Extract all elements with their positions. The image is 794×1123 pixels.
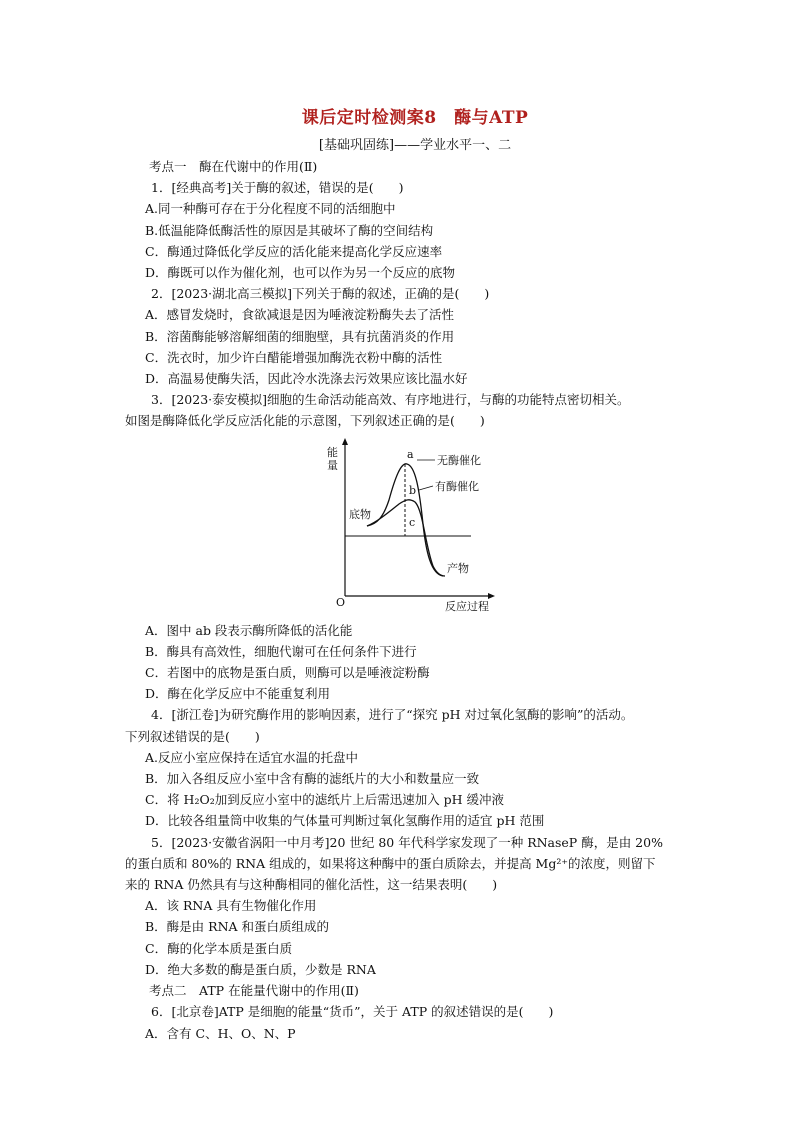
point-b-label: b — [409, 483, 417, 497]
option: B.低温能降低酶活性的原因是其破坏了酶的空间结构 — [145, 222, 434, 238]
y-axis-label-1: 能 — [327, 445, 338, 459]
question-stem: 6．[北京卷]ATP 是细胞的能量“货币”，关于 ATP 的叙述错误的是( ) — [151, 1004, 554, 1020]
y-axis-label-2: 量 — [327, 458, 338, 472]
curve-enzyme — [367, 499, 445, 575]
option: A．该 RNA 具有生物催化作用 — [145, 898, 317, 914]
energy-diagram-svg — [305, 434, 505, 616]
option: C．酶通过降低化学反应的活化能来提高化学反应速率 — [145, 243, 443, 259]
point-c-label: c — [409, 515, 416, 529]
option: B．加入各组反应小室中含有酶的滤纸片的大小和数量应一致 — [145, 771, 480, 787]
question-stem-cont: 如图是酶降低化学反应活化能的示意图，下列叙述正确的是( ) — [125, 413, 485, 429]
origin-label: O — [336, 595, 346, 609]
option: A．感冒发烧时，食欲减退是因为唾液淀粉酶失去了活性 — [145, 307, 455, 323]
x-axis-arrow — [488, 593, 495, 599]
option: A．含有 C、H、O、N、P — [145, 1025, 296, 1041]
y-axis-arrow — [342, 438, 348, 445]
option: B．溶菌酶能够溶解细菌的细胞壁，具有抗菌消炎的作用 — [145, 328, 455, 344]
x-axis-label: 反应过程 — [445, 599, 489, 613]
question-stem-cont: 来的 RNA 仍然具有与这种酶相同的催化活性，这一结果表明( ) — [125, 877, 498, 893]
option: C．若图中的底物是蛋白质，则酶可以是唾液淀粉酶 — [145, 665, 430, 681]
substrate-label: 底物 — [349, 507, 371, 521]
option: D．高温易使酶失活，因此冷水洗涤去污效果应该比温水好 — [145, 371, 468, 387]
question-stem: 1．[经典高考]关于酶的叙述，错误的是( ) — [151, 180, 404, 196]
question-stem: 3．[2023·泰安模拟]细胞的生命活动能高效、有序地进行，与酶的功能特点密切相关。 — [151, 392, 630, 408]
option: B．酶具有高效性，细胞代谢可在任何条件下进行 — [145, 643, 417, 659]
option: D．酶既可以作为催化剂，也可以作为另一个反应的底物 — [145, 265, 456, 281]
question-stem-cont: 下列叙述错误的是( ) — [125, 728, 260, 744]
section-heading: 考点二 ATP 在能量代谢中的作用(Ⅱ) — [149, 983, 359, 999]
product-label: 产物 — [447, 561, 469, 575]
question-stem: 5．[2023·安徽省涡阳一中月考]20 世纪 80 年代科学家发现了一种 RNaseP 酶，是由 20% — [151, 834, 663, 850]
option: C．洗衣时，加少许白醋能增强加酶洗衣粉中酶的活性 — [145, 349, 443, 365]
option: B．酶是由 RNA 和蛋白质组成的 — [145, 919, 330, 935]
option: D．绝大多数的酶是蛋白质，少数是 RNA — [145, 961, 376, 977]
option: A.同一种酶可存在于分化程度不同的活细胞中 — [145, 201, 396, 217]
curve-enzyme-label: 有酶催化 — [435, 479, 479, 493]
section-heading: 考点一 酶在代谢中的作用(Ⅱ) — [149, 159, 318, 174]
option: D．比较各组量筒中收集的气体量可判断过氧化氢酶作用的适宜 pH 范围 — [145, 813, 545, 829]
option: C．将 H₂O₂加到反应小室中的滤纸片上后需迅速加入 pH 缓冲液 — [145, 792, 505, 808]
option: A.反应小室应保持在适宜水温的托盘中 — [145, 749, 359, 765]
question-stem: 2．[2023·湖北高三模拟]下列关于酶的叙述，正确的是( ) — [151, 286, 490, 302]
question-stem-cont: 的蛋白质和 80%的 RNA 组成的，如果将这种酶中的蛋白质除去，并提高 Mg²⁺的浓度，则留下 — [125, 855, 656, 871]
curve-no-enzyme-label: 无酶催化 — [437, 453, 481, 467]
leader-enzyme — [419, 486, 433, 490]
question-stem: 4．[浙江卷]为研究酶作用的影响因素，进行了“探究 pH 对过氧化氢酶的影响”的活动。 — [151, 707, 634, 723]
option: A．图中 ab 段表示酶所降低的活化能 — [145, 622, 353, 638]
option: C．酶的化学本质是蛋白质 — [145, 940, 293, 956]
energy-diagram — [125, 434, 695, 616]
point-a-label: a — [407, 447, 414, 461]
content — [125, 156, 695, 1044]
page-subtitle: [基础巩固练]——学业水平一、二 — [318, 138, 512, 153]
option: D．酶在化学反应中不能重复利用 — [145, 686, 331, 702]
page-title: 课后定时检测案8 酶与ATP — [301, 108, 529, 128]
